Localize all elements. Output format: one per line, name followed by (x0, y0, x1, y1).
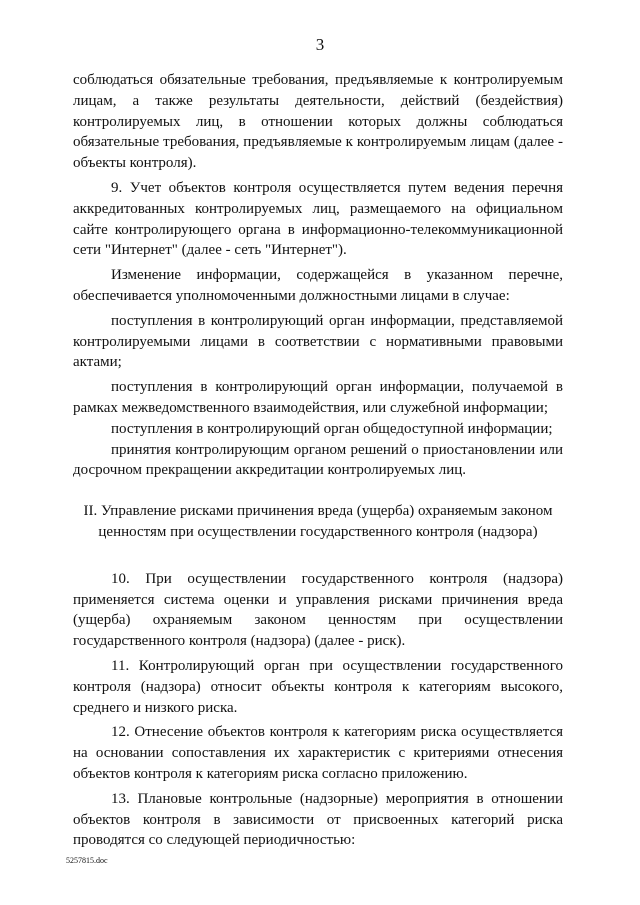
paragraph-11: 11. Контролирующий орган при осуществлении государственного контроля (надзора) относит объекты контроля к категориям высокого, среднего и низкого риска. (73, 657, 563, 716)
document-body (73, 70, 563, 851)
page-number: 3 (315, 35, 325, 54)
paragraph-10: 10. При осуществлении государственного контроля (надзора) применяется система оценки и управления рисками причинения вреда (ущерба) охраняемым законом ценностям при осуществлении государственного контроля (надзора) (далее - риск). (73, 570, 563, 650)
list-item-case-1: поступления в контролирующий орган информации, представляемой контролируемыми лицами в соответствии с нормативными правовыми актами; (73, 312, 563, 371)
document-id: 5257815.doc (66, 856, 108, 865)
paragraph-13: 13. Плановые контрольные (надзорные) мероприятия в отношении объектов контроля в зависимости от присвоенных категорий риска проводятся со следующей периодичностью: (73, 790, 563, 849)
section-heading: II. Управление рисками причинения вреда (ущерба) охраняемым законом ценностям при осуществлении государственного контроля (надзора) (83, 503, 553, 540)
paragraph-info-change: Изменение информации, содержащейся в указанном перечне, обеспечивается уполномоченными должностными лицами в случае: (73, 267, 563, 304)
list-item-case-2: поступления в контролирующий орган информации, получаемой в рамках межведомственного взаимодействия, или служебной информации; (73, 379, 563, 416)
paragraph-12: 12. Отнесение объектов контроля к категориям риска осуществляется на основании сопоставления их характеристик с критериями отнесения объектов контроля к категориям риска согласно приложению. (73, 724, 563, 782)
list-item-case-3: поступления в контролирующий орган общедоступной информации; (111, 420, 553, 437)
list-item-case-4: принятия контролирующим органом решений о приостановлении или досрочном прекращении аккредитации контролируемых лиц. (73, 441, 563, 479)
paragraph-9: 9. Учет объектов контроля осуществляется путем ведения перечня аккредитованных контролируемых лиц, размещаемого на официальном сайте контролирующего органа в информационно-телекоммуникационной сети "Интернет" (далее - сеть "Интернет"). (73, 179, 563, 259)
paragraph-objects-of-control: соблюдаться обязательные требования, предъявляемые к контролируемым лицам, а также результаты деятельности, действий (бездействия) контролируемых лиц, в отношении которых должны соблюдаться обязательные требования, предъявляемые к контролируемым лицам (далее - объекты контроля). (73, 72, 563, 172)
